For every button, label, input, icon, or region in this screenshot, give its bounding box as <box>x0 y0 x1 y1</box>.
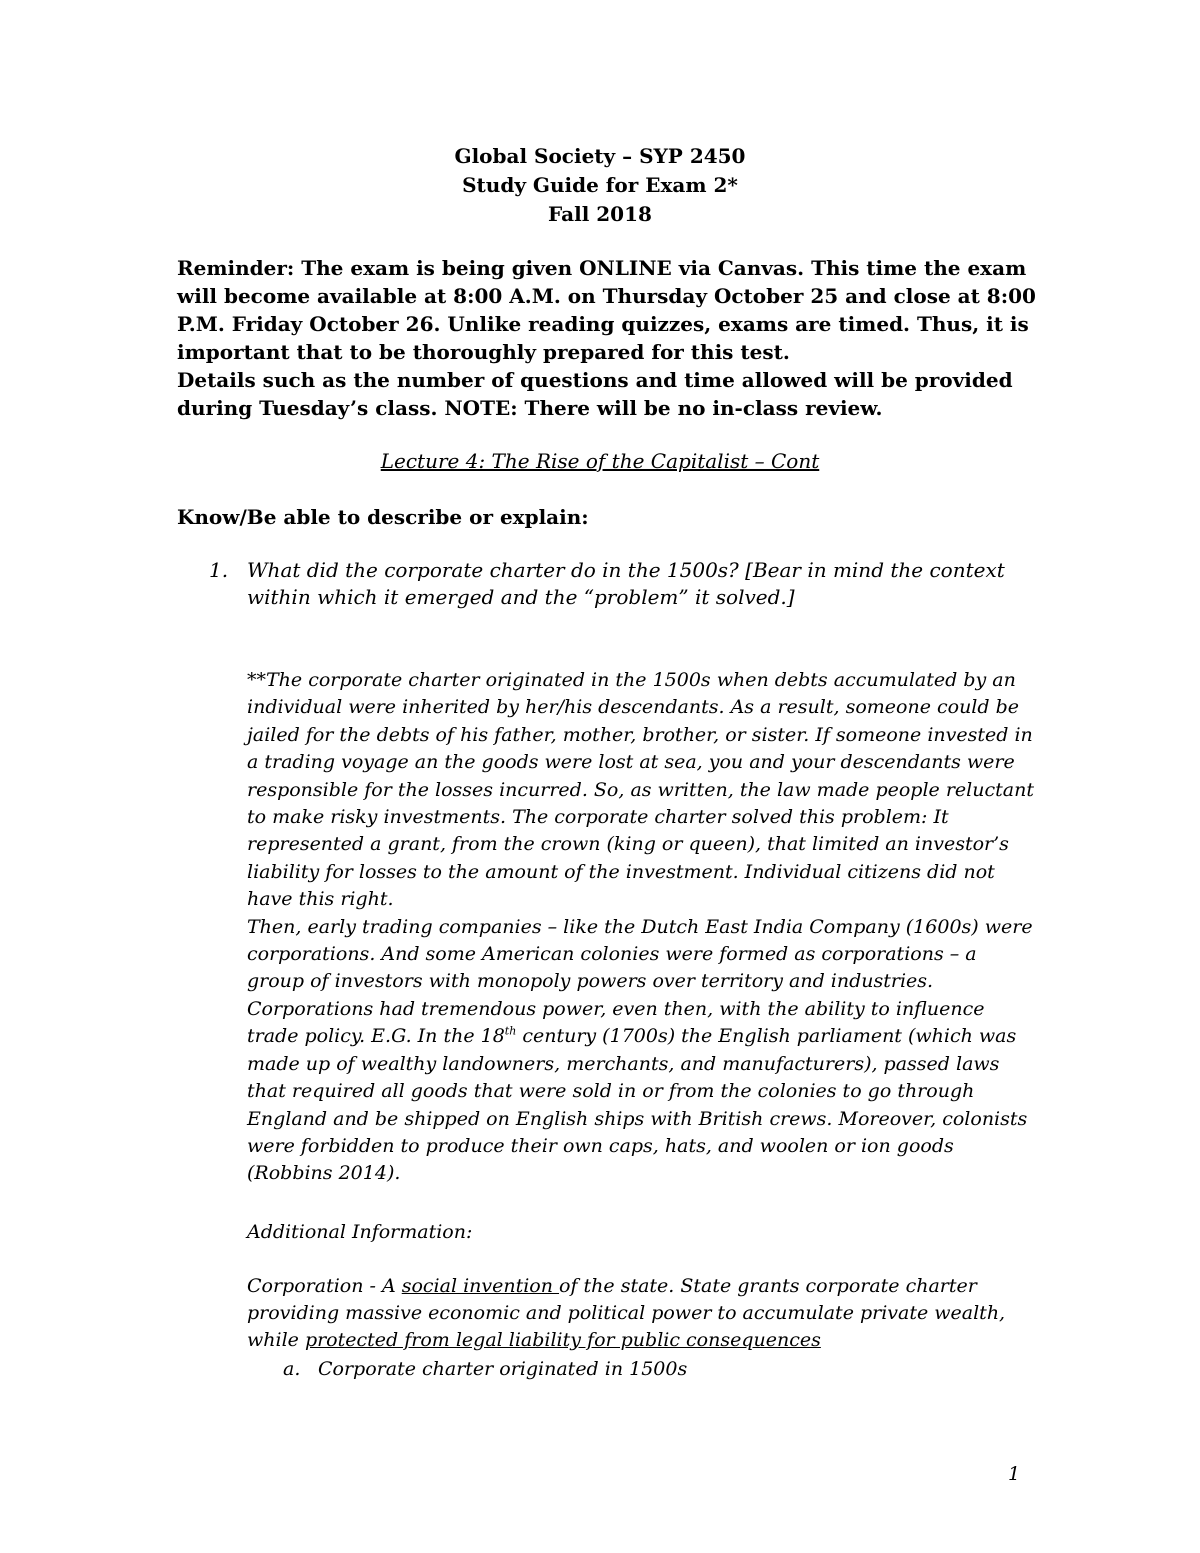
list-item-text: Corporate charter originated in 1500s <box>318 1358 688 1380</box>
know-heading: Know/Be able to describe or explain: <box>177 505 589 529</box>
term: Fall 2018 <box>548 202 652 226</box>
question-text: What did the corporate charter do in the 1500s? [Bear in mind the context within which it emerged and the “problem” it solved.] <box>247 558 1005 609</box>
question-1 <box>177 557 1037 611</box>
lecture-title: Lecture 4: The Rise of the Capitalist – Cont <box>380 449 820 473</box>
definition-text: of the state. State grants corporate charter providing massive economic and political power to accumulate private wealth, while <box>247 1275 1006 1351</box>
question-number: 1. <box>209 558 229 582</box>
answer-paragraph-1: **The corporate charter originated in the 1500s when debts accumulated by an individual were inherited by her/his descendants. As a result, someone could be jailed for the debts of his father, mother, brother, or sister. If someone invested in a trading voyage an the goods were lost at sea, you and your descendants were responsible for the losses incurred. So, as written, the law made people reluctant to make risky investments. The corporate charter solved this problem: It represented a grant, from the crown (king or queen), that limited an investor’s liability for losses to the amount of the investment. Individual citizens did not have this right. <box>247 669 1034 911</box>
answer-text: century (1700s) the English parliament (which was made up of wealthy landowners, merchants, and manufacturers), passed laws that required all goods that were sold in or from the colonies to go through England and be shipped on English ships with British crews. Moreover, colonists were forbidden to produce their own caps, hats, and woolen or ion goods (Robbins 2014). <box>247 1025 1028 1185</box>
page-number: 1 <box>1008 1463 1021 1485</box>
underlined-phrase: protected from legal liability for public consequences <box>304 1329 821 1351</box>
underlined-term: social invention <box>401 1275 560 1297</box>
list-letter: a. <box>283 1358 301 1380</box>
answer-paragraph-2 <box>247 914 1037 1188</box>
answer-text: Then, early trading companies – like the Dutch East India Company (1600s) were corporations. And some American colonies were formed as corporations – a group of investors with monopoly powers over territory and industries. Corporations had tremendous power, even then, with the ability to influence trade policy. E.G. In the 18 <box>247 915 1033 1048</box>
superscript: th <box>504 1024 517 1038</box>
document-header <box>0 142 1200 229</box>
answer-block <box>247 667 1037 1188</box>
reminder-paragraph: Reminder: The exam is being given ONLINE via Canvas. This time the exam will become available at 8:00 A.M. on Thursday October 25 and close at 8:00 P.M. Friday October 26. Unlike reading quizzes, exams are timed. Thus, it is important that to be thoroughly prepared for this test. <box>177 256 1036 364</box>
additional-info-label: Additional Information: <box>247 1221 473 1243</box>
definition-text: Corporation - A <box>247 1275 402 1297</box>
study-guide-title: Study Guide for Exam 2* <box>462 173 738 197</box>
details-paragraph: Details such as the number of questions and time allowed will be provided during Tuesday’s class. NOTE: There will be no in-class review. <box>177 368 1013 420</box>
corporation-definition <box>247 1273 1047 1354</box>
course-title: Global Society – SYP 2450 <box>454 144 746 168</box>
reminder-block <box>177 254 1057 422</box>
